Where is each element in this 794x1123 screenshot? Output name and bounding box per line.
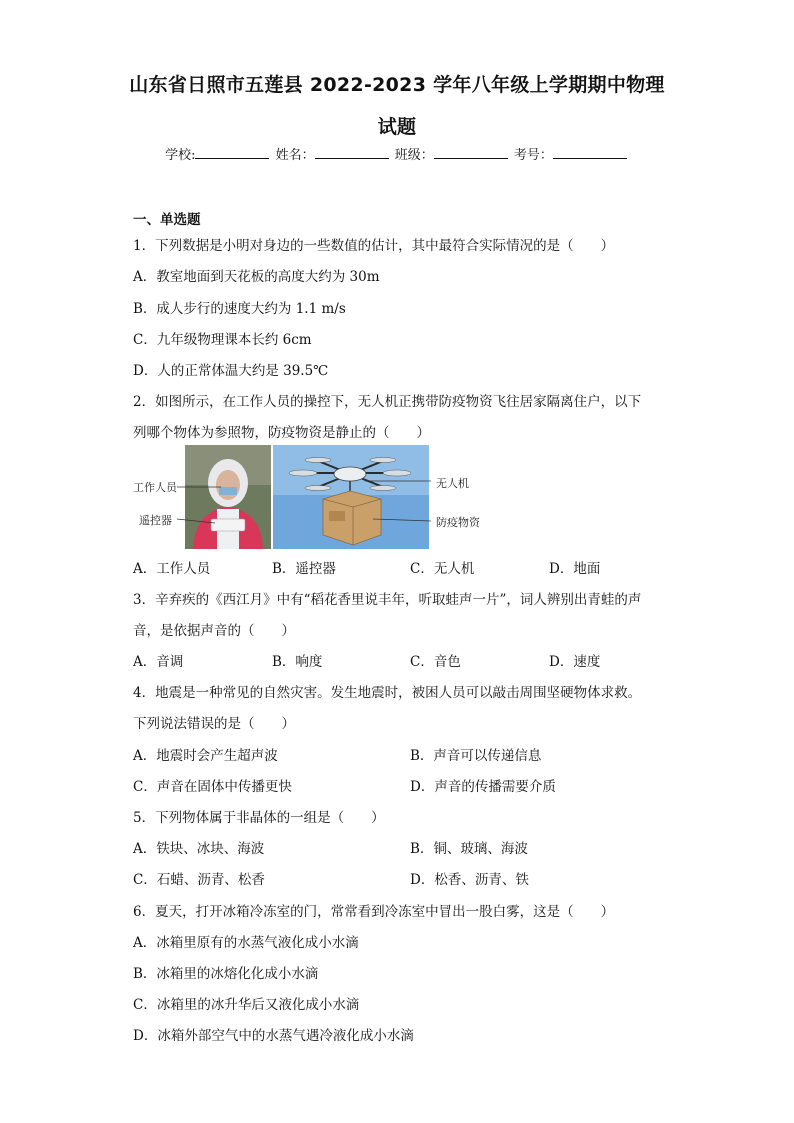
question-6-stem: 6．夏天，打开冰箱冷冻室的门，常常看到冷冻室中冒出一股白雾，这是（ ）	[133, 904, 615, 920]
student-info-row	[0, 144, 794, 163]
q2-option-c: C．无人机	[410, 561, 475, 577]
label-worker: 工作人员	[133, 481, 177, 494]
exam-title-line1: 山东省日照市五莲县 2022-2023 学年八年级上学期期中物理	[129, 74, 665, 96]
question-3-stem-line1: 3．辛弃疾的《西江月》中有“稻花香里说丰年，听取蛙声一片”，词人辨别出青蛙的声	[133, 592, 642, 608]
question-4-stem-line2: 下列说法错误的是（ ）	[133, 716, 295, 732]
q5-option-d: D．松香、沥青、铁	[410, 872, 529, 888]
q6-option-d: D．冰箱外部空气中的水蒸气遇冷液化成小水滴	[133, 1028, 414, 1044]
q5-option-c: C．石蜡、沥青、松香	[133, 872, 265, 888]
class-label: 班级：	[394, 148, 434, 163]
q2-option-b: B．遥控器	[272, 561, 336, 577]
q5-option-a: A．铁块、冰块、海波	[133, 841, 265, 857]
q4-option-c: C．声音在固体中传播更快	[133, 779, 292, 795]
q4-option-b: B．声音可以传递信息	[410, 748, 542, 764]
section-heading: 一、单选题	[133, 212, 201, 228]
name-label: 姓名：	[275, 148, 315, 163]
school-blank	[195, 147, 269, 159]
exam-title-line2: 试题	[377, 116, 417, 138]
class-blank	[434, 147, 508, 159]
q1-option-c: C．九年级物理课本长约 6cm	[133, 332, 312, 348]
q5-option-b: B．铜、玻璃、海波	[410, 841, 528, 857]
drone-figure	[133, 443, 433, 551]
question-5-stem: 5．下列物体属于非晶体的一组是（ ）	[133, 810, 385, 826]
name-blank	[315, 147, 389, 159]
q3-option-b: B．响度	[272, 654, 323, 670]
q3-option-a: A．音调	[133, 654, 184, 670]
drone-figure-illustration	[133, 443, 433, 551]
q6-option-c: C．冰箱里的冰升华后又液化成小水滴	[133, 997, 360, 1013]
school-label: 学校:	[165, 148, 196, 163]
q4-option-d: D．声音的传播需要介质	[410, 779, 556, 795]
q1-option-d: D．人的正常体温大约是 39.5℃	[133, 363, 329, 379]
question-2-stem-line2: 列哪个物体为参照物，防疫物资是静止的（ ）	[133, 425, 430, 441]
q4-option-a: A．地震时会产生超声波	[133, 748, 278, 764]
question-4-stem-line1: 4．地震是一种常见的自然灾害。发生地震时，被困人员可以敲击周围坚硬物体求救。	[133, 685, 642, 701]
exam-no-label: 考号：	[513, 148, 553, 163]
q1-option-a: A．教室地面到天花板的高度大约为 30m	[133, 269, 380, 285]
question-3-stem-line2: 音，是依据声音的（ ）	[133, 623, 295, 639]
q3-option-c: C．音色	[410, 654, 461, 670]
label-drone: 无人机	[436, 477, 469, 490]
q3-option-d: D．速度	[549, 654, 601, 670]
q6-option-b: B．冰箱里的冰熔化化成小水滴	[133, 966, 319, 982]
label-supplies: 防疫物资	[436, 516, 480, 529]
exam-no-blank	[553, 147, 627, 159]
q6-option-a: A．冰箱里原有的水蒸气液化成小水滴	[133, 935, 359, 951]
label-remote: 遥控器	[139, 514, 172, 527]
question-1-stem: 1．下列数据是小明对身边的一些数值的估计，其中最符合实际情况的是（ ）	[133, 238, 615, 254]
q2-option-d: D．地面	[549, 561, 601, 577]
q2-option-a: A．工作人员	[133, 561, 211, 577]
question-2-stem-line1: 2．如图所示，在工作人员的操控下，无人机正携带防疫物资飞往居家隔离住户，以下	[133, 394, 642, 410]
q1-option-b: B．成人步行的速度大约为 1.1 m/s	[133, 301, 346, 317]
